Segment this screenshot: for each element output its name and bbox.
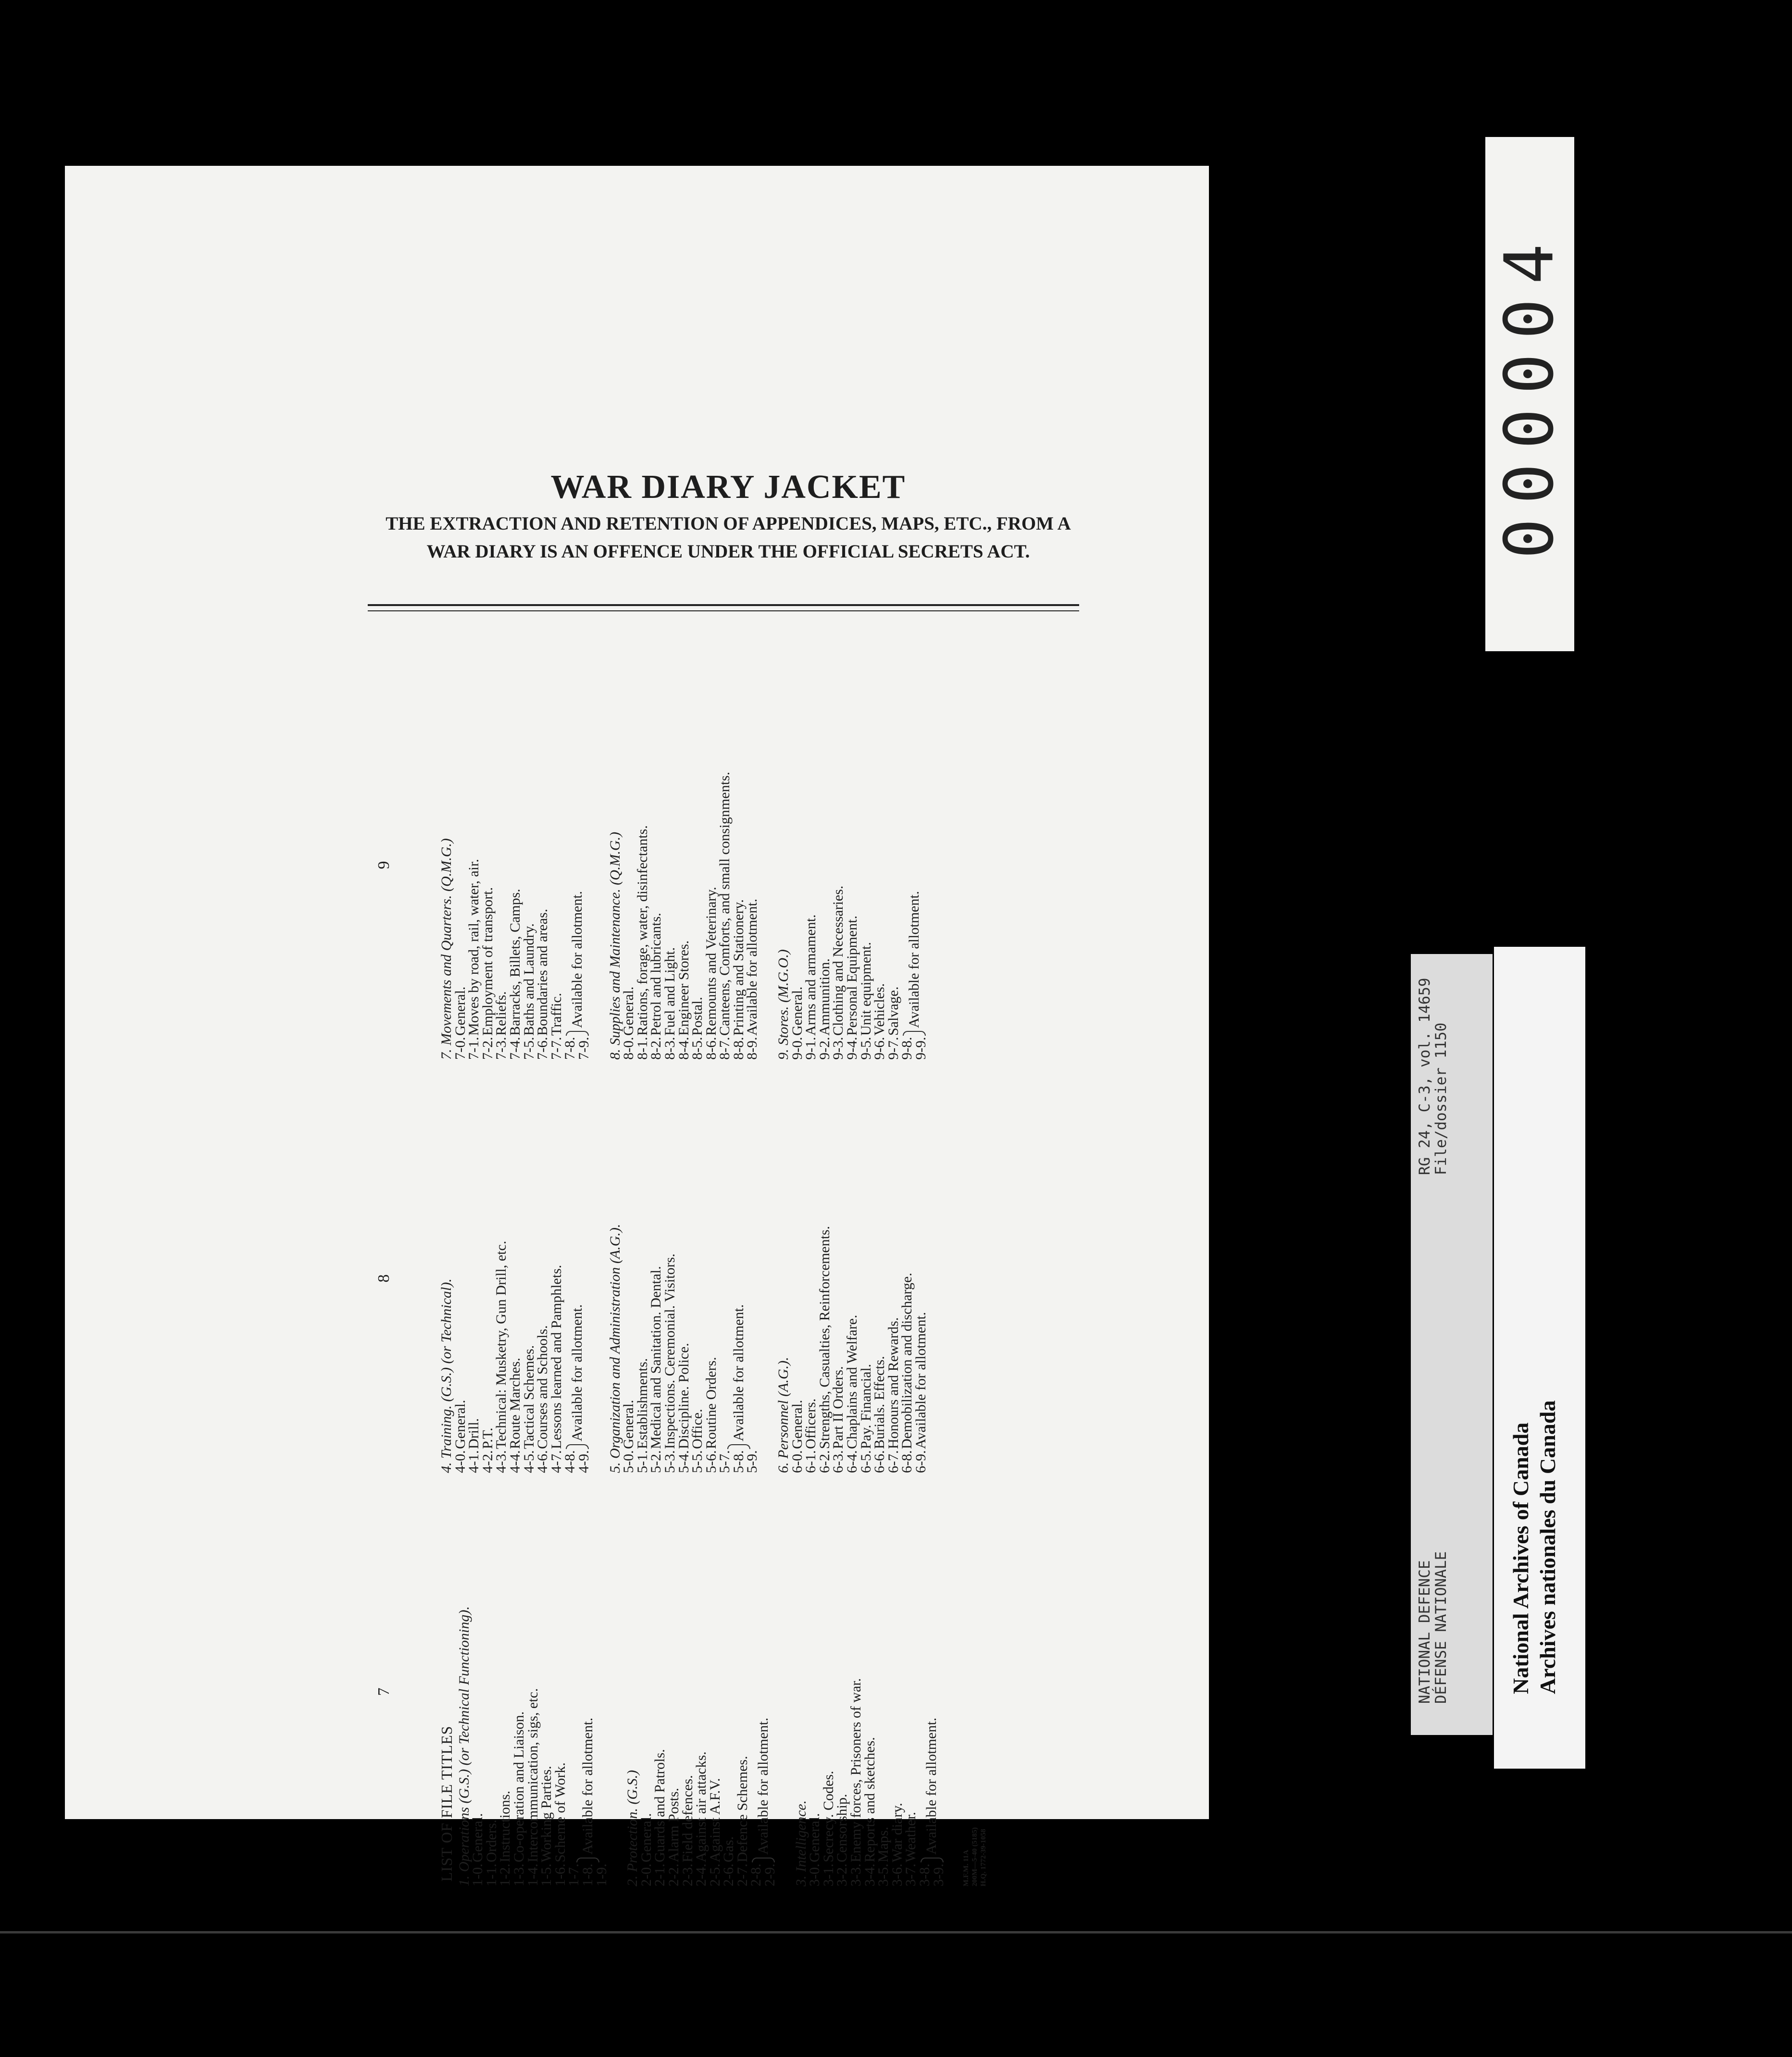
entry-text: Instructions. (497, 1790, 513, 1862)
entry-code: 5-5. (689, 1450, 706, 1473)
entry-code: 1-3. (510, 1863, 527, 1886)
file-title-entry (454, 1084, 468, 1473)
file-title-entry (691, 670, 705, 1060)
entry-text: Weather. (903, 1811, 919, 1862)
entry-code: 7-3. (493, 1037, 510, 1060)
file-title-entry (863, 1497, 877, 1886)
entry-code: 3-4. (861, 1863, 878, 1886)
file-title-entry (677, 670, 691, 1060)
file-title-entry (554, 1497, 568, 1886)
entry-code: 5-0. (621, 1450, 637, 1473)
jacket-title: WAR DIARY JACKET (550, 469, 906, 506)
entry-code: 9-6. (871, 1037, 888, 1060)
section-entries (622, 1084, 718, 1473)
entry-code: 6-3. (830, 1450, 846, 1473)
entry-code: 6-1. (803, 1450, 819, 1473)
entry-code: 3-1. (820, 1863, 836, 1886)
file-title-entry (877, 1497, 891, 1886)
file-title-entry (636, 670, 650, 1060)
entry-text: Scheme of Work. (552, 1762, 568, 1862)
frame-counter-label (1485, 137, 1574, 651)
entry-code: 9-5. (858, 1037, 874, 1060)
entry-code: 6-8. (899, 1450, 915, 1473)
entry-text: Censorship. (834, 1794, 850, 1862)
file-titles-list (375, 646, 1031, 1886)
brace (903, 1031, 926, 1036)
entry-text: Strengths, Casualties, Reinforcements. (816, 1226, 833, 1449)
entry-text: Tactical Schemes. (521, 1345, 537, 1449)
brace (566, 1031, 589, 1036)
entry-code: 9-0. (789, 1037, 805, 1060)
entry-code: 3-5. (875, 1863, 892, 1886)
file-title-entry (887, 670, 901, 1060)
file-title-entry (636, 1084, 650, 1473)
entry-code: 2-2. (665, 1863, 682, 1886)
section-title: 3. Intelligence. (793, 1800, 809, 1886)
entry-text: Employment of transport. (479, 887, 496, 1036)
file-title-entry (467, 670, 481, 1060)
entry-text: Inspections. Ceremonial. Visitors. (661, 1253, 678, 1449)
file-title-entry (681, 1497, 695, 1886)
entry-code: 4-6. (535, 1450, 551, 1473)
scan-edge-line (0, 1931, 1792, 1933)
entry-code: 2-6. (721, 1863, 737, 1886)
file-title-entry (495, 1084, 509, 1473)
entry-code: 7-7. (548, 1037, 564, 1060)
file-title-entry (663, 670, 677, 1060)
file-title-entry (622, 1084, 636, 1473)
entry-code: 2-1. (652, 1863, 668, 1886)
entry-text: Discipline. Police. (675, 1343, 692, 1449)
entry-code: 8-8. (730, 1037, 747, 1060)
entry-text: General. (621, 1400, 637, 1449)
file-title-entry (536, 670, 550, 1060)
entry-text: Office. (689, 1409, 706, 1449)
entry-text: Salvage. (885, 986, 901, 1036)
allotment-group: 3-8. 3-9. Available for allotment. (917, 1717, 946, 1886)
file-title-entry (818, 670, 832, 1060)
entry-text: Traffic. (548, 992, 564, 1036)
file-title-entry (622, 670, 636, 1060)
title-rule (368, 604, 1079, 606)
entry-code: 4-2. (479, 1450, 496, 1473)
entry-text: Baths and Laundry. (521, 923, 537, 1036)
entry-code: 3-7. (903, 1863, 919, 1886)
entry-text: Pay. Financial. (858, 1363, 874, 1449)
entry-code: 9-3. (830, 1037, 846, 1060)
entry-code: 8-4. (675, 1037, 692, 1060)
entry-code: 5-2. (648, 1450, 664, 1473)
entry-code: 6-9. (913, 1450, 929, 1473)
brace (727, 1444, 750, 1449)
entry-code: 5-4. (675, 1450, 692, 1473)
entry-code: 8-2. (648, 1037, 664, 1060)
entry-code: 2-5. (707, 1863, 723, 1886)
file-title-entry (873, 1084, 887, 1473)
entry-code: 6-4. (844, 1450, 860, 1473)
file-title-entry (746, 670, 759, 1060)
entry-code: 4-1. (466, 1450, 482, 1473)
file-title-entry (804, 670, 818, 1060)
entry-code: 8-9. (744, 1037, 760, 1060)
entry-text: Co-operation and Liaison. (510, 1711, 527, 1862)
entry-text: Routine Orders. (703, 1357, 719, 1449)
section-entries (791, 670, 901, 1060)
allotment-group: 4-8. 4-9. Available for allotment. (562, 1304, 592, 1473)
file-title-entry (705, 1084, 719, 1473)
entry-text: Postal. (689, 997, 706, 1036)
department-label-strip (1411, 954, 1493, 1735)
entry-text: Secrecy. Codes. (820, 1771, 836, 1862)
file-title-entry (849, 1497, 863, 1886)
entry-code: 2-4. (693, 1863, 709, 1886)
entry-code: 1-5. (538, 1863, 555, 1886)
file-title-entry (835, 1497, 849, 1886)
file-title-entry (536, 1084, 550, 1473)
entry-code: 6-0. (789, 1450, 805, 1473)
entry-text: General. (452, 1400, 468, 1449)
file-title-entry (481, 670, 495, 1060)
entry-code: 5-1. (634, 1450, 650, 1473)
entry-text: General. (621, 986, 637, 1036)
entry-code: 1-6. (552, 1863, 568, 1886)
entry-code: 1-2. (497, 1863, 513, 1886)
file-title-entry (512, 1497, 526, 1886)
file-title-entry (550, 670, 564, 1060)
entry-code: 4-4. (507, 1450, 523, 1473)
entry-code: 5-6. (703, 1450, 719, 1473)
entry-text: General. (807, 1813, 823, 1862)
entry-code: 7-0. (452, 1037, 468, 1060)
file-title-entry (677, 1084, 691, 1473)
file-title-entry (732, 670, 746, 1060)
list-title: LIST OF FILE TITLES (438, 1725, 455, 1882)
entry-code: 9-1. (803, 1037, 819, 1060)
entry-code: 8-5. (689, 1037, 706, 1060)
entry-code: 9-7. (885, 1037, 901, 1060)
file-title-entry (498, 1497, 512, 1886)
file-title-entry (663, 1084, 677, 1473)
section-entries (640, 1497, 750, 1886)
file-title-entry (832, 1084, 846, 1473)
entry-text: Lessons learned and Pamphlets. (548, 1264, 564, 1449)
section-title: 6. Personnel (A.G.). (775, 1357, 792, 1473)
entry-text: Arms and armament. (803, 914, 819, 1036)
file-title-entry (523, 1084, 536, 1473)
entry-text: Intercommunication, sigs, etc. (524, 1688, 541, 1862)
section-entries (471, 1497, 567, 1886)
entry-text: Enemy forces, Prisoners of war. (848, 1678, 864, 1862)
entry-code: 7-5. (521, 1037, 537, 1060)
column-page-7 (375, 1497, 988, 1886)
file-title-entry (526, 1497, 540, 1886)
entry-text: Reports and sketches. (861, 1737, 878, 1862)
file-title-entry (709, 1497, 722, 1886)
entry-text: Medical and Sanitation. Dental. (648, 1266, 664, 1449)
entry-code: 3-3. (848, 1863, 864, 1886)
entry-text: Part II Orders. (830, 1366, 846, 1449)
entry-code: 9-4. (844, 1037, 860, 1060)
archives-name: National Archives of Canada Archives nationales du Canada (1508, 1400, 1560, 1694)
entry-text: Petrol and lubricants. (648, 913, 664, 1036)
section-entries (454, 670, 564, 1060)
entry-code: 4-7. (548, 1450, 564, 1473)
entry-text: Route Marches. (507, 1358, 523, 1449)
entry-code: 4-5. (521, 1450, 537, 1473)
brace (921, 1858, 944, 1862)
entry-text: Maps. (875, 1826, 892, 1862)
file-title-entry (846, 1084, 859, 1473)
file-title-entry (791, 670, 805, 1060)
entry-text: Courses and Schools. (535, 1325, 551, 1449)
file-title-entry (791, 1084, 805, 1473)
entry-code: 7-1. (466, 1037, 482, 1060)
title-rule-thin (368, 610, 1079, 611)
entry-text: Personal Equipment. (844, 916, 860, 1036)
entry-text: Moves by road, rail, water, air. (466, 859, 482, 1036)
warning-line-1: THE EXTRACTION AND RETENTION OF APPENDICES, MAPS, ETC., FROM A (386, 513, 1071, 534)
entry-text: Against air attacks. (693, 1751, 709, 1862)
war-diary-jacket-page (65, 166, 1209, 1886)
entry-code: 3-0. (807, 1863, 823, 1886)
file-title-entry (818, 1084, 832, 1473)
file-title-entry (485, 1497, 499, 1886)
entry-code: 8-3. (661, 1037, 678, 1060)
section-title: 8. Supplies and Maintenance. (Q.M.G.) (607, 831, 623, 1060)
entry-code: 7-2. (479, 1037, 496, 1060)
brace (576, 1858, 599, 1862)
file-title-entry (887, 1084, 901, 1473)
entry-text: Defence Schemes. (734, 1756, 750, 1862)
file-title-entry (509, 1084, 523, 1473)
brace (752, 1858, 775, 1862)
entry-text: Printing and Stationery. (730, 899, 747, 1036)
file-title-entry (846, 670, 859, 1060)
page-number: 7 (375, 1687, 393, 1696)
entry-text: Engineer Stores. (675, 940, 692, 1036)
entry-text: Alarm Posts. (665, 1787, 682, 1862)
entry-text: Technical: Musketry, Gun Drill, etc. (493, 1240, 510, 1449)
entry-code: 7-6. (535, 1037, 551, 1060)
file-title-entry (900, 1084, 914, 1473)
entry-text: General. (789, 1400, 805, 1449)
allotment-group: 1-7. 1-8. 1-9. Available for allotment. (566, 1717, 610, 1886)
entry-text: Officers. (803, 1398, 819, 1449)
entry-text: Remounts and Veterinary. (703, 887, 719, 1036)
department-name: NATIONAL DEFENCE DÉFENSE NATIONALE (1416, 1551, 1450, 1704)
warning-line-2: WAR DIARY IS AN OFFENCE UNDER THE OFFICIAL SECRETS ACT. (426, 541, 1030, 562)
entry-code: 6-5. (858, 1450, 874, 1473)
entry-text: General. (470, 1813, 486, 1862)
brace (566, 1444, 589, 1449)
entry-text: Vehicles. (871, 983, 888, 1036)
entry-text: P.T. (479, 1427, 496, 1449)
entry-text: Demobilization and discharge. (899, 1273, 915, 1449)
section-entries (622, 670, 759, 1060)
entry-text: General. (638, 1813, 654, 1862)
archives-label-strip (1494, 947, 1585, 1769)
entry-code: 6-2. (816, 1450, 833, 1473)
column-page-8 (375, 1084, 929, 1473)
section-title: 4. Training. (G.S.) (or Technical). (438, 1278, 454, 1473)
allotment-group: 7-8. 7-9. Available for allotment. (562, 891, 592, 1060)
entry-text: Establishments. (634, 1358, 650, 1449)
entry-text: Field defences. (679, 1775, 696, 1862)
allotment-group: 2-8. 2-9. Available for allotment. (748, 1717, 778, 1886)
entry-text: Burials. Effects. (871, 1356, 888, 1449)
section-title: 1. Operations (G.S.) (or Technical Functioning). (456, 1606, 472, 1886)
entry-text: General. (789, 986, 805, 1036)
file-title-entry (804, 1084, 818, 1473)
entry-code: 1-4. (524, 1863, 541, 1886)
file-title-entry (691, 1084, 705, 1473)
file-title-entry (718, 670, 732, 1060)
entry-text: Gas. (721, 1836, 737, 1862)
file-title-entry (873, 670, 887, 1060)
entry-code: 9-2. (816, 1037, 833, 1060)
entry-text: Clothing and Necessaries. (830, 885, 846, 1036)
file-title-entry (705, 670, 719, 1060)
entry-text: Reliefs. (493, 991, 510, 1036)
entry-code: 6-7. (885, 1450, 901, 1473)
file-title-entry (667, 1497, 681, 1886)
file-title-entry (914, 1084, 928, 1473)
file-title-entry (822, 1497, 836, 1886)
file-title-entry (653, 1497, 667, 1886)
entry-code: 7-4. (507, 1037, 523, 1060)
entry-code: 1-0. (470, 1863, 486, 1886)
file-title-entry (832, 670, 846, 1060)
entry-text: Working Parties. (538, 1766, 555, 1862)
entry-text: Honours and Rewards. (885, 1317, 901, 1449)
file-title-entry (722, 1497, 736, 1886)
file-title-entry (891, 1497, 905, 1886)
entry-text: War diary. (889, 1803, 905, 1862)
entry-code: 2-3. (679, 1863, 696, 1886)
entry-code: 5-3. (661, 1450, 678, 1473)
entry-code: 4-3. (493, 1450, 510, 1473)
file-title-entry (859, 1084, 873, 1473)
file-title-entry (649, 1084, 663, 1473)
page-number: 8 (375, 1274, 393, 1283)
entry-text: Orders. (483, 1819, 499, 1862)
section-title: 2. Protection. (G.S.) (624, 1770, 641, 1886)
file-title-entry (736, 1497, 750, 1886)
entry-text: General. (452, 986, 468, 1036)
file-title-entry (471, 1497, 485, 1886)
file-title-entry (481, 1084, 495, 1473)
entry-code: 2-0. (638, 1863, 654, 1886)
entry-text: Against A.F.V. (707, 1778, 723, 1862)
section-entries (808, 1497, 918, 1886)
section-title: 5. Organization and Administration (A.G.). (607, 1224, 623, 1473)
entry-code: 8-7. (717, 1037, 733, 1060)
file-title-entry (904, 1497, 918, 1886)
file-title-entry (495, 670, 509, 1060)
file-title-entry (467, 1084, 481, 1473)
entry-text: Drill. (466, 1418, 482, 1449)
file-title-entry (540, 1497, 554, 1886)
entry-text: Guards and Patrols. (652, 1749, 668, 1862)
file-title-entry (649, 670, 663, 1060)
file-title-entry (550, 1084, 564, 1473)
entry-text: Chaplains and Welfare. (844, 1314, 860, 1449)
entry-text: Available for allotment. (913, 1312, 929, 1449)
entry-text: Unit equipment. (858, 942, 874, 1036)
column-page-9 (375, 670, 929, 1060)
page-number: 9 (375, 861, 393, 869)
file-title-entry (640, 1497, 654, 1886)
file-title-entry (454, 670, 468, 1060)
section-entries (791, 1084, 928, 1473)
entry-text: Rations, forage, water, disinfectants. (634, 825, 650, 1036)
archive-reference: RG 24, C-3, vol. 14659 File/dossier 1150 (1416, 978, 1450, 1175)
entry-code: 6-6. (871, 1450, 888, 1473)
entry-text: Available for allotment. (744, 898, 760, 1036)
entry-code: 1-1. (483, 1863, 499, 1886)
file-title-entry (859, 670, 873, 1060)
entry-code: 4-0. (452, 1450, 468, 1473)
entry-code: 8-1. (634, 1037, 650, 1060)
section-title: 9. Stores. (M.G.O.) (775, 949, 792, 1060)
section-entries (454, 1084, 564, 1473)
frame-number: 000004 (1490, 229, 1569, 559)
section-title: 7. Movements and Quarters. (Q.M.G.) (438, 838, 454, 1060)
file-title-entry (509, 670, 523, 1060)
entry-code: 2-7. (734, 1863, 750, 1886)
allotment-group: 5-7. 5-8. 5-9. Available for allotment. (717, 1304, 760, 1473)
entry-code: 8-0. (621, 1037, 637, 1060)
entry-text: Fuel and Light. (661, 947, 678, 1036)
entry-code: 3-2. (834, 1863, 850, 1886)
entry-code: 3-6. (889, 1863, 905, 1886)
entry-text: Ammunition. (816, 958, 833, 1036)
entry-text: Canteens, Comforts, and small consignments. (717, 771, 733, 1036)
entry-text: Barracks, Billets, Camps. (507, 889, 523, 1036)
file-title-entry (695, 1497, 709, 1886)
entry-text: Boundaries and areas. (535, 908, 551, 1036)
file-title-entry (523, 670, 536, 1060)
entry-code: 8-6. (703, 1037, 719, 1060)
file-title-entry (808, 1497, 822, 1886)
allotment-group: 9-8. 9-9. Available for allotment. (899, 891, 929, 1060)
form-footer: M.F.M. 11A 200M—5-40 (5185) H.Q. 1772-39-1058 (962, 1827, 988, 1886)
